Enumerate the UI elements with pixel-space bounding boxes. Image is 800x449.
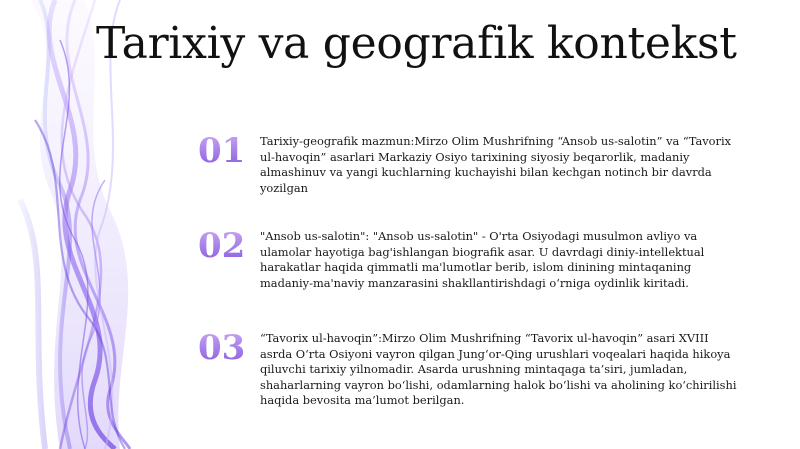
item-number: 01 bbox=[198, 131, 246, 171]
item-text: “Tavorix ul-havoqin”:Mirzo Olim Mushrifning “Tavorix ul-havoqin” asari XVIII asrda O‘rta Osiyoni vayron qilgan Jung‘or-Qing urushlari voqealari haqida hikoya qiluvchi tarixiy yilnomadir. Asarda urushning mintaqaga ta’siri, jumladan, shaharlarning vayron bo‘lishi, odamlarning halok bo‘lishi va aholining ko‘chirilishi haqida bevosita ma’lumot berilgan. bbox=[260, 331, 737, 408]
item-text: Tarixiy-geografik mazmun:Mirzo Olim Mushrifning “Ansob us-salotin” va “Tavorix ul-havoqin” asarlari Markaziy Osiyo tarixining siyosiy beqarorlik, madaniy almashinuv va yangi kuchlarning kuchayishi bilan kechgan notinch bir davrda yozilgan bbox=[260, 134, 732, 195]
item-number: 02 bbox=[198, 226, 246, 266]
item-number: 03 bbox=[198, 328, 246, 368]
slide-title: Tarixiy va geografik kontekst bbox=[96, 18, 737, 69]
item-text: "Ansob us-salotin": "Ansob us-salotin" - O'rta Osiyodagi musulmon avliyo va ulamolar hayotiga bag'ishlangan biografik asar. U davrdagi diniy-intellektual harakatlar haqida qimmatli ma'lumotlar berib, islom dinining mintaqaning madaniy-ma'naviy manzarasini shakllantirishdagi o‘rniga oydinlik kiritadi. bbox=[260, 229, 705, 290]
